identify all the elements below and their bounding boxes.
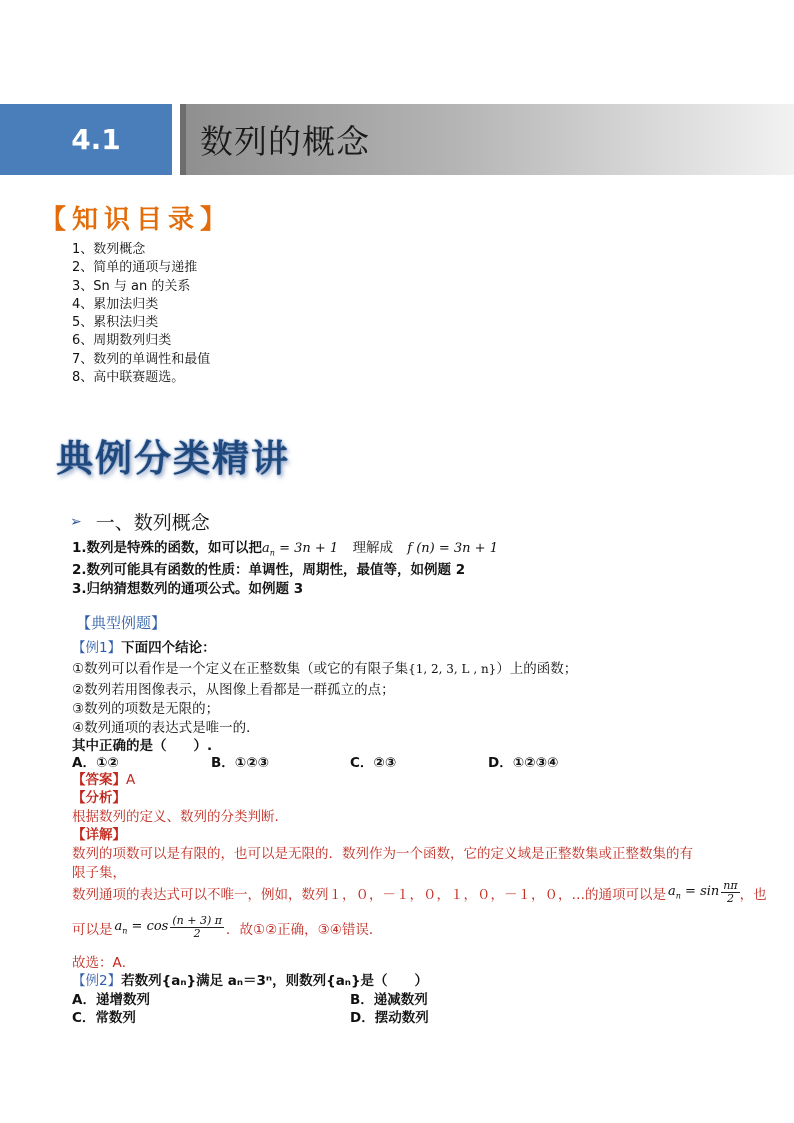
formula-an: $a_n = 3n + 1$ <box>262 541 339 558</box>
section-number: 4.1 <box>71 123 121 156</box>
toc-item: 8、高中联赛题选。 <box>72 370 185 386</box>
detail-line-1: 数列的项数可以是有限的，也可以是无限的．数列作为一个函数，它的定义域是正整数集或正整数集的有 <box>72 846 693 862</box>
statement-2: ②数列若用图像表示，从图像上看都是一群孤立的点； <box>72 682 395 698</box>
arrow-icon: ➢ <box>70 513 82 530</box>
detail-line-2: 限子集， <box>72 865 126 881</box>
subsection-heading <box>70 508 210 535</box>
concept-line-3: 3.归纳猜想数列的通项公式。如例题 3 <box>72 581 304 597</box>
choice-b: B．①②③ <box>211 755 270 771</box>
statement-3: ③数列的项数是无限的； <box>72 701 220 717</box>
question-prompt: 其中正确的是（ ）. <box>72 738 213 754</box>
ex2-choice-d: D．摆动数列 <box>350 1010 429 1026</box>
example-1-stem: 【例1】下面四个结论： <box>72 640 216 656</box>
detail-line-3: 数列通项的表达式可以不唯一，例如，数列１，０，－１，０，１，０，－１，０，…的通项可以是 $a_n = \sin$ $\frac{n\pi}{2}$ ，也 <box>72 879 767 905</box>
formula-sin: $a_n = \sin$ <box>668 884 720 901</box>
conclusion: 故选：A． <box>72 955 136 971</box>
ex2-choice-b: B．递减数列 <box>350 992 428 1008</box>
title-box <box>186 104 794 175</box>
toc-item: 1、数列概念 <box>72 242 146 257</box>
toc-item: 3、Sn 与 an 的关系 <box>72 278 191 294</box>
concept-line-1: 1.数列是特殊的函数，如可以把$a_n = 3n + 1$ 理解成 f (n) = 3n + 1 <box>72 540 498 558</box>
analysis-text: 根据数列的定义、数列的分类判断． <box>72 809 288 825</box>
section-number-box <box>0 104 172 175</box>
page-title: 数列的概念 <box>200 122 370 161</box>
fraction-npi-2: $\frac{n\pi}{2}$ <box>723 879 738 905</box>
example-tag: 【例2】 <box>72 973 122 989</box>
answer-line: 【答案】A <box>72 772 136 788</box>
toc-item: 5、累积法归类 <box>72 315 159 331</box>
choice-c: C．②③ <box>350 755 397 771</box>
detail-line-4: 可以是 $a_n = \cos$ $\frac{(n + 3) \pi}{2}$ ．故①②正确，③④错误． <box>72 914 383 940</box>
fraction-cos: $\frac{(n + 3) \pi}{2}$ <box>172 914 222 940</box>
concept-line-2: 2.数列可能具有函数的性质：单调性，周期性，最值等，如例题 2 <box>72 562 466 578</box>
ex2-choice-c: C．常数列 <box>72 1010 136 1026</box>
example-section-heading: 【典型例题】 <box>76 614 167 632</box>
formula-cos: $a_n = \cos$ <box>114 919 169 936</box>
ex2-choice-a: A．递增数列 <box>72 992 150 1008</box>
toc-item: 6、周期数列归类 <box>72 333 172 349</box>
toc-item: 2、简单的通项与递推 <box>72 260 198 276</box>
toc-list <box>72 241 210 387</box>
toc-item: 7、数列的单调性和最值 <box>72 351 211 367</box>
formula-fn: f (n) = 3n + 1 <box>407 541 498 556</box>
subsection-title: 一、数列概念 <box>95 512 210 534</box>
statement-4: ④数列通项的表达式是唯一的． <box>72 720 260 736</box>
statement-1: ①数列可以看作是一个定义在正整数集（或它的有限子集{1, 2, 3, L , n}）上的函数； <box>72 661 578 677</box>
toc-heading: 【知识目录】 <box>40 205 233 235</box>
choice-a: A．①② <box>72 755 119 771</box>
example-tag: 【例1】 <box>72 640 122 656</box>
analysis-tag: 【分析】 <box>72 790 126 806</box>
detail-tag: 【详解】 <box>72 827 126 843</box>
example-2-stem: 【例2】若数列{aₙ}满足 aₙ＝3ⁿ，则数列{aₙ}是（ ） <box>72 973 429 989</box>
section-heading: 典例分类精讲 <box>56 436 290 480</box>
toc-item: 4、累加法归类 <box>72 296 159 312</box>
choice-d: D．①②③④ <box>488 755 559 771</box>
